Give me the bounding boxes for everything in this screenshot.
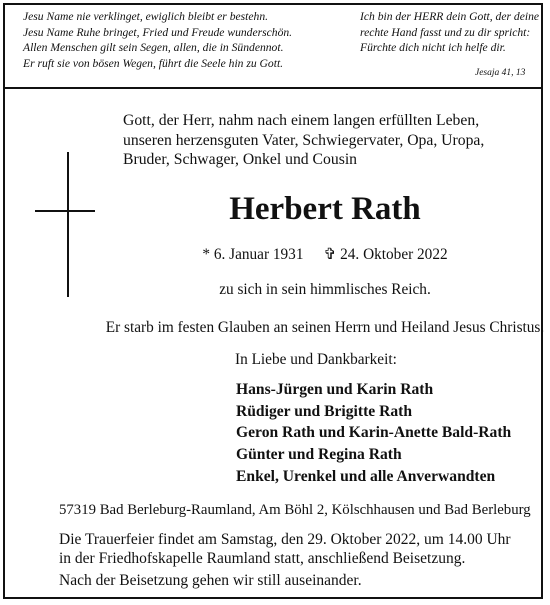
mourner-item: Günter und Regina Rath (236, 446, 402, 464)
closing-line: Nach der Beisetzung gehen wir still auseinander. (59, 572, 362, 589)
gratitude-line: In Liebe und Dankbarkeit: (235, 351, 397, 368)
verse-left-line: Jesu Name nie verklinget, ewiglich bleibt er bestehn. (23, 10, 269, 23)
mourners-list (236, 379, 511, 488)
faith-line: Er starb im festen Glauben an seinen Herrn und Heiland Jesus Christus. (105, 319, 545, 336)
header-divider (5, 87, 541, 89)
verse-right (360, 9, 539, 56)
mourner-item: Enkel, Urenkel und alle Anverwandten (236, 467, 496, 485)
verse-right-line: Ich bin der HERR dein Gott, der deine (360, 10, 540, 23)
intro-line: Bruder, Schwager, Onkel und Cousin (123, 151, 358, 168)
death-date: ✞ 24. Oktober 2022 (323, 246, 448, 263)
mourner-item: Geron Rath und Karin-Anette Bald-Rath (236, 424, 512, 442)
verse-right-line: rechte Hand fasst und zu dir spricht: (360, 25, 531, 39)
birth-date: * 6. Januar 1931 (202, 246, 304, 263)
verse-left (23, 9, 292, 71)
mourner-item: Hans-Jürgen und Karin Rath (236, 381, 434, 398)
verse-left-line: Jesu Name Ruhe bringet, Fried und Freude wunderschön. (23, 25, 293, 39)
mourner-item: Rüdiger und Brigitte Rath (236, 402, 413, 420)
intro-line: Gott, der Herr, nahm nach einem langen erfüllten Leben, (123, 112, 480, 129)
verse-left-line: Allen Menschen gilt sein Segen, allen, die in Sündennot. (23, 41, 284, 54)
deceased-name: Herbert Rath (229, 191, 421, 227)
verse-left-line: Er ruft sie von bösen Wegen, führt die Seele hin zu Gott. (23, 56, 284, 70)
address-line: 57319 Bad Berleburg-Raumland, Am Böhl 2, Kölschhausen und Bad Berleburg (59, 502, 531, 518)
life-dates (5, 245, 550, 264)
funeral-line: Die Trauerfeier findet am Samstag, den 29. Oktober 2022, um 14.00 Uhr (59, 531, 511, 548)
intro-text (123, 111, 484, 170)
verse-reference: Jesaja 41, 13 (475, 68, 526, 78)
obituary-notice (3, 3, 543, 599)
heavenly-kingdom-line: zu sich in sein himmlisches Reich. (219, 281, 431, 298)
funeral-line: in der Friedhofskapelle Raumland statt, anschließend Beisetzung. (59, 550, 466, 567)
verse-right-line: Fürchte dich nicht ich helfe dir. (360, 41, 506, 54)
funeral-info (59, 530, 511, 568)
intro-line: unseren herzensguten Vater, Schwiegervater, Opa, Uropa, (123, 131, 485, 149)
